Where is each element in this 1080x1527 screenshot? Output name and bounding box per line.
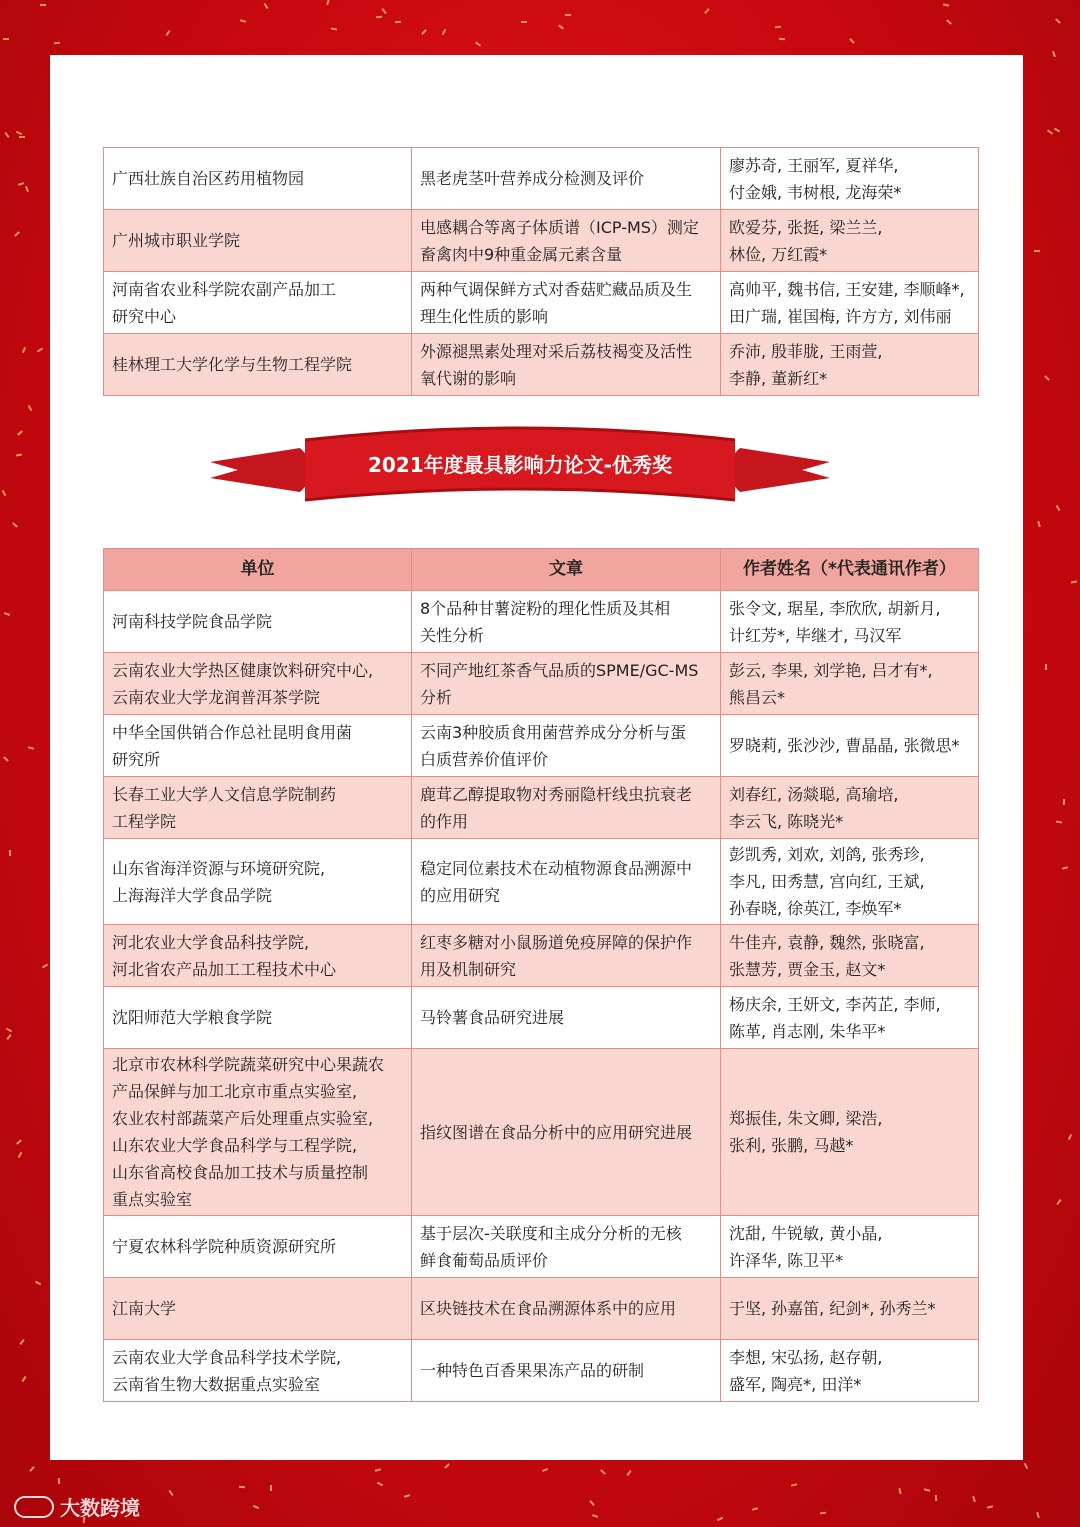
cell-authors: 乔沛, 殷菲胧, 王雨萱, 李静, 董新红*	[721, 334, 979, 396]
confetti-piece	[18, 1151, 23, 1157]
confetti-piece	[14, 232, 20, 237]
table-row	[104, 1216, 979, 1278]
table-row	[104, 1340, 979, 1402]
confetti-piece	[1063, 799, 1065, 805]
confetti-piece	[1052, 51, 1056, 57]
confetti-piece	[5, 132, 10, 138]
confetti-piece	[377, 1481, 383, 1486]
confetti-piece	[1071, 581, 1077, 584]
confetti-piece	[381, 8, 386, 14]
table-row	[104, 925, 979, 987]
confetti-piece	[8, 850, 10, 856]
table-row	[104, 653, 979, 715]
confetti-piece	[1034, 250, 1040, 252]
confetti-piece	[403, 1494, 409, 1498]
confetti-piece	[3, 612, 9, 616]
confetti-piece	[946, 19, 952, 25]
confetti-piece	[849, 38, 855, 44]
confetti-piece	[331, 27, 337, 30]
confetti-piece	[19, 1339, 24, 1345]
confetti-piece	[589, 1500, 594, 1506]
confetti-piece	[1068, 1134, 1072, 1140]
cell-article: 稳定同位素技术在动植物源食品溯源中 的应用研究	[412, 839, 721, 925]
cell-unit: 宁夏农林科学院种质资源研究所	[104, 1216, 412, 1278]
cell-article: 8个品种甘薯淀粉的理化性质及其相 关性分析	[412, 591, 721, 653]
cell-article: 云南3种胶质食用菌营养成分分析与蛋 白质营养价值评价	[412, 715, 721, 777]
watermark-logo-icon	[14, 1496, 54, 1518]
confetti-piece	[442, 29, 446, 35]
confetti-piece	[6, 1028, 12, 1033]
cell-article: 指纹图谱在食品分析中的应用研究进展	[412, 1049, 721, 1216]
cell-article: 外源褪黑素处理对采后荔枝褐变及活性 氧代谢的影响	[412, 334, 721, 396]
confetti-piece	[565, 14, 571, 16]
confetti-piece	[899, 1488, 902, 1494]
confetti-piece	[1047, 129, 1053, 134]
cell-authors: 郑振佳, 朱文卿, 梁浩, 张利, 张鹏, 马越*	[721, 1049, 979, 1216]
confetti-piece	[253, 1505, 259, 1509]
confetti-piece	[36, 348, 42, 353]
award-table-main	[103, 548, 979, 1402]
cell-unit: 云南农业大学食品科学技术学院, 云南省生物大数据重点实验室	[104, 1340, 412, 1402]
confetti-piece	[168, 1490, 173, 1496]
table-row	[104, 272, 979, 334]
confetti-piece	[53, 42, 59, 45]
confetti-piece	[704, 9, 710, 15]
cell-unit: 江南大学	[104, 1278, 412, 1340]
confetti-piece	[521, 21, 527, 23]
cell-authors: 廖苏奇, 王丽军, 夏祥华, 付金娥, 韦树根, 龙海荣*	[721, 148, 979, 210]
cell-unit: 沈阳师范大学粮食学院	[104, 987, 412, 1049]
cell-article: 鹿茸乙醇提取物对秀丽隐杆线虫抗衰老 的作用	[412, 777, 721, 839]
confetti-piece	[600, 1470, 606, 1476]
cell-unit: 河南科技学院食品学院	[104, 591, 412, 653]
confetti-piece	[239, 19, 245, 23]
watermark-text: 大数跨境	[60, 1496, 140, 1520]
confetti-piece	[28, 405, 32, 411]
column-header-article: 文章	[412, 549, 721, 591]
confetti-piece	[421, 29, 427, 35]
confetti-piece	[1037, 521, 1040, 527]
cell-article: 电感耦合等离子体质谱（ICP-MS）测定 畜禽肉中9种重金属元素含量	[412, 210, 721, 272]
confetti-piece	[1024, 1463, 1028, 1469]
cell-article: 黑老虎茎叶营养成分检测及评价	[412, 148, 721, 210]
cell-article: 不同产地红茶香气品质的SPME/GC-MS 分析	[412, 653, 721, 715]
cell-authors: 刘春红, 汤燚聪, 高瑜培, 李云飞, 陈晓光*	[721, 777, 979, 839]
cell-authors: 于坚, 孙嘉笛, 纪剑*, 孙秀兰*	[721, 1278, 979, 1340]
section-title: 2021年度最具影响力论文-优秀奖	[368, 453, 672, 477]
confetti-piece	[12, 523, 18, 528]
cell-authors: 牛佳卉, 袁静, 魏然, 张晓富, 张慧芳, 贾金玉, 赵文*	[721, 925, 979, 987]
confetti-piece	[1053, 128, 1059, 133]
confetti-piece	[263, 3, 268, 9]
confetti-piece	[270, 1485, 272, 1491]
confetti-piece	[943, 3, 949, 6]
confetti-piece	[627, 1470, 632, 1476]
cell-unit: 广西壮族自治区药用植物园	[104, 148, 412, 210]
confetti-piece	[1036, 1512, 1040, 1518]
cell-unit: 广州城市职业学院	[104, 210, 412, 272]
confetti-piece	[40, 4, 46, 6]
cell-authors: 李想, 宋弘扬, 赵存朝, 盛军, 陶亮*, 田洋*	[721, 1340, 979, 1402]
cell-unit: 中华全国供销合作总社昆明食用菌 研究所	[104, 715, 412, 777]
confetti-piece	[592, 1514, 598, 1518]
confetti-piece	[542, 1468, 548, 1472]
table-row	[104, 1049, 979, 1216]
confetti-piece	[779, 38, 785, 41]
confetti-piece	[6, 1034, 11, 1040]
confetti-piece	[972, 1496, 976, 1502]
table-row	[104, 210, 979, 272]
cell-unit: 山东省海洋资源与环境研究院, 上海海洋大学食品学院	[104, 839, 412, 925]
cell-authors: 罗晓莉, 张沙沙, 曹晶晶, 张微思*	[721, 715, 979, 777]
confetti-piece	[28, 746, 34, 750]
cell-authors: 张令文, 琚星, 李欣欣, 胡新月, 计红芳*, 毕继才, 马汉军	[721, 591, 979, 653]
cell-article: 红枣多糖对小鼠肠道免疫屏障的保护作 用及机制研究	[412, 925, 721, 987]
cell-authors: 杨庆余, 王妍文, 李芮芷, 李师, 陈革, 肖志刚, 朱华平*	[721, 987, 979, 1049]
cell-unit: 河北农业大学食品科技学院, 河北省农产品加工工程技术中心	[104, 925, 412, 987]
cell-authors: 彭凯秀, 刘欢, 刘鸽, 张秀珍, 李凡, 田秀慧, 宫向红, 王斌, 孙春晓, 徐英江, 李焕军*	[721, 839, 979, 925]
confetti-piece	[1044, 375, 1050, 381]
cell-article: 马铃薯食品研究进展	[412, 987, 721, 1049]
column-header-unit: 单位	[104, 549, 412, 591]
confetti-piece	[475, 41, 481, 46]
confetti-piece	[18, 136, 24, 138]
confetti-piece	[775, 26, 781, 29]
cell-unit: 北京市农林科学院蔬菜研究中心果蔬农 产品保鲜与加工北京市重点实验室, 农业农村部蔬菜产后处理重点实验室, 山东农业大学食品科学与工程学院, 山东省高校食品加工技术与质量控制 重点实验室	[104, 1049, 412, 1216]
cell-unit: 长春工业大学人文信息学院制药 工程学院	[104, 777, 412, 839]
table-row	[104, 777, 979, 839]
confetti-piece	[18, 182, 24, 186]
table-header-row	[104, 549, 979, 591]
cell-authors: 高帅平, 魏书信, 王安建, 李顺峰*, 田广瑞, 崔国梅, 许方方, 刘伟丽	[721, 272, 979, 334]
cell-article: 基于层次-关联度和主成分分析的无核 鲜食葡萄品质评价	[412, 1216, 721, 1278]
confetti-piece	[25, 186, 29, 192]
confetti-piece	[395, 21, 401, 23]
confetti-piece	[1056, 1199, 1061, 1205]
cell-unit: 云南农业大学热区健康饮料研究中心, 云南农业大学龙润普洱茶学院	[104, 653, 412, 715]
confetti-piece	[3, 38, 9, 40]
cell-authors: 欧爱芬, 张挺, 梁兰兰, 林俭, 万红霞*	[721, 210, 979, 272]
confetti-piece	[2, 490, 6, 496]
confetti-piece	[924, 1489, 930, 1492]
confetti-piece	[1062, 866, 1068, 870]
cell-unit: 河南省农业科学院农副产品加工 研究中心	[104, 272, 412, 334]
confetti-piece	[3, 756, 9, 762]
cell-unit: 桂林理工大学化学与生物工程学院	[104, 334, 412, 396]
confetti-piece	[58, 1478, 60, 1484]
confetti-piece	[558, 24, 564, 29]
confetti-piece	[15, 454, 21, 457]
cell-authors: 沈甜, 牛锐敏, 黄小晶, 许泽华, 陈卫平*	[721, 1216, 979, 1278]
confetti-piece	[30, 1466, 36, 1472]
confetti-piece	[16, 1139, 22, 1144]
confetti-piece	[1056, 821, 1062, 824]
confetti-piece	[1055, 18, 1061, 23]
confetti-piece	[22, 347, 26, 353]
confetti-piece	[374, 1469, 380, 1472]
table-row	[104, 334, 979, 396]
cell-authors: 彭云, 李果, 刘学艳, 吕才有*, 熊昌云*	[721, 653, 979, 715]
confetti-piece	[987, 1506, 993, 1509]
confetti-piece	[717, 1517, 723, 1521]
table-row	[104, 591, 979, 653]
confetti-piece	[21, 1376, 26, 1382]
award-table-top	[103, 147, 979, 396]
confetti-piece	[35, 1280, 41, 1284]
confetti-piece	[166, 30, 171, 36]
confetti-piece	[935, 1495, 938, 1501]
confetti-piece	[444, 1464, 450, 1470]
confetti-piece	[326, 0, 330, 5]
cell-article: 两种气调保鲜方式对香菇贮藏品质及生 理生化性质的影响	[412, 272, 721, 334]
cell-article: 一种特色百香果果冻产品的研制	[412, 1340, 721, 1402]
confetti-piece	[41, 964, 47, 969]
confetti-piece	[752, 1508, 758, 1512]
table-row	[104, 839, 979, 925]
confetti-piece	[790, 1483, 796, 1486]
confetti-piece	[17, 431, 23, 436]
confetti-piece	[239, 1486, 245, 1489]
confetti-piece	[376, 15, 382, 18]
watermark	[14, 1492, 140, 1521]
column-header-authors: 作者姓名（*代表通讯作者）	[721, 549, 979, 591]
table-row	[104, 987, 979, 1049]
confetti-piece	[1056, 505, 1061, 511]
confetti-piece	[16, 131, 22, 135]
table-row	[104, 715, 979, 777]
confetti-piece	[1045, 664, 1047, 670]
table-row	[104, 1278, 979, 1340]
confetti-piece	[820, 1512, 826, 1515]
table-row	[104, 148, 979, 210]
cell-article: 区块链技术在食品溯源体系中的应用	[412, 1278, 721, 1340]
